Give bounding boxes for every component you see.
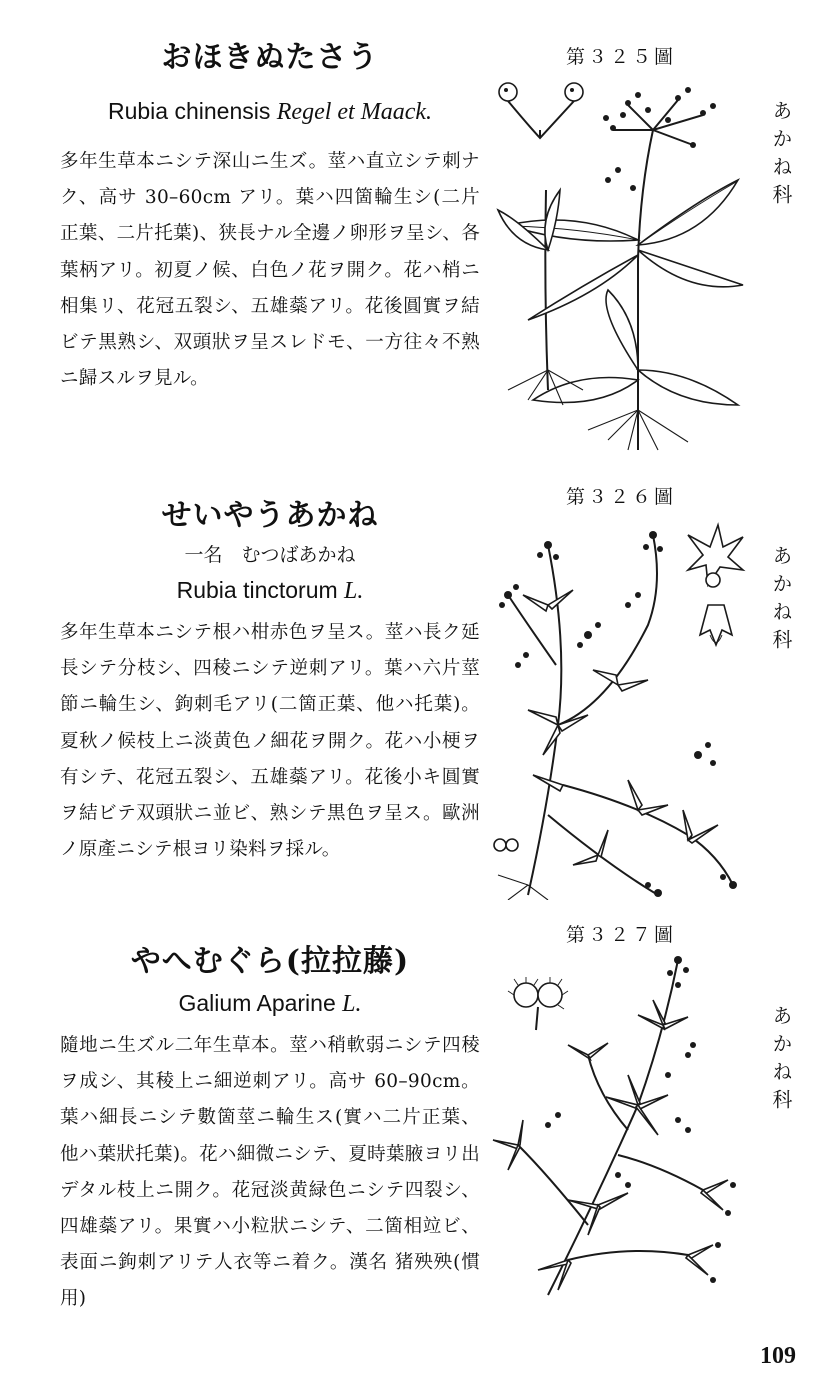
scientific-name-author: Regel et Maack. — [276, 99, 432, 125]
entry-description: 多年生草本ニシテ深山ニ生ズ。莖ハ直立シテ刺ナク、高サ 30–60cm アリ。葉ハ四箇輪生シ(二片正葉、二片托葉)、狭長ナル全邊ノ卵形ヲ呈シ、各葉柄アリ。初夏ノ候、白色ノ花ヲ開ク。花ハ梢ニ相集リ、花冠五裂シ、五雄蘂アリ。花後圓實ヲ結ビテ黒熟シ、双頭狀ヲ呈スレドモ、一方往々不熟ニ歸スルヲ見ル。 — [60, 151, 480, 390]
entry-title: やへむぐら(拉拉藤) — [130, 944, 410, 979]
scientific-name-genus-species: Galium Aparine — [178, 990, 336, 1016]
scientific-name — [60, 577, 480, 605]
scientific-name-genus-species: Rubia tinctorum — [176, 577, 338, 603]
family-label: あかね科 — [769, 1005, 793, 1117]
illustration-rubia-tinctorum — [488, 505, 758, 900]
flower-cluster-drawing — [545, 956, 736, 1283]
page-number: 109 — [760, 1343, 796, 1369]
figure-label: 第３２７圖 — [566, 924, 677, 946]
flower-detail-drawing — [688, 525, 743, 645]
figure-label: 第３２６圖 — [566, 486, 677, 508]
scientific-name-author: L. — [344, 578, 364, 604]
entry-rubia-chinensis — [60, 32, 480, 397]
entry-title: せいやうあかね — [161, 498, 379, 533]
family-label: あかね科 — [769, 100, 793, 212]
fruit-detail-drawing — [499, 83, 583, 138]
fruit-detail-drawing — [494, 839, 518, 851]
illustration-galium-aparine — [488, 945, 758, 1300]
scientific-name — [60, 990, 480, 1018]
flower-cluster-drawing — [603, 87, 716, 191]
alternate-name: 一名 むつばあかね — [184, 544, 356, 566]
entry-description: 多年生草本ニシテ根ハ柑赤色ヲ呈ス。莖ハ長ク延長シテ分枝シ、四稜ニシテ逆刺アリ。葉ハ六片莖節ニ輪生シ、鉤刺毛アリ(二箇正葉、他ハ托葉)。夏秋ノ候枝上ニ淡黄色ノ細花ヲ開ク。花ハ小梗ヲ有シテ、花冠五裂シ、五雄蘂アリ。花後小キ圓實ヲ結ビテ双頭狀ニ並ビ、熟シテ黒色ヲ呈ス。歐洲ノ原產ニシテ根ヨリ染料ヲ採ル。 — [60, 622, 480, 861]
illustration-rubia-chinensis — [488, 70, 758, 455]
entry-description: 隨地ニ生ズル二年生草本。莖ハ稍軟弱ニシテ四稜ヲ成シ、其稜上ニ細逆刺アリ。高サ 60–90cm。葉ハ細長ニシテ數箇莖ニ輪生ス(實ハ二片正葉、他ハ葉狀托葉)。花ハ細微ニシテ、夏時葉腋ヨリ出デタル枝上ニ開ク。花冠淡黄緑色ニシテ四裂シ、四雄蘂アリ。果實ハ小粒狀ニシテ、二箇相竝ビ、表面ニ鉤刺アリテ人衣等ニ着ク。漢名 猪殃殃(慣用) — [60, 1035, 480, 1310]
family-label: あかね科 — [769, 545, 793, 657]
entry-rubia-tinctorum — [60, 490, 480, 868]
figure-label: 第３２５圖 — [566, 46, 677, 68]
scientific-name-genus-species: Rubia chinensis — [107, 98, 271, 124]
fruit-detail-drawing — [508, 977, 568, 1030]
entry-title: おほきぬたさう — [161, 40, 379, 75]
scientific-name-author: L. — [342, 991, 362, 1017]
entry-galium-aparine — [60, 936, 480, 1318]
scientific-name — [60, 98, 480, 126]
